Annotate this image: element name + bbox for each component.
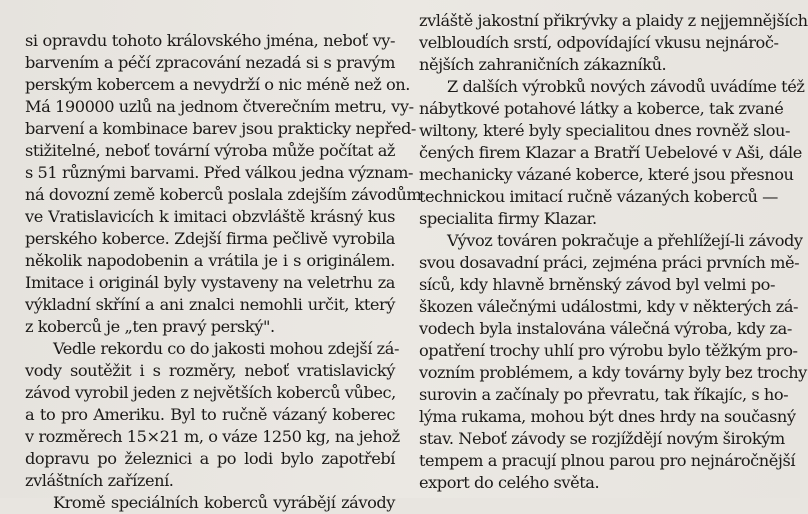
paragraph-left-3 [25,492,395,514]
paragraph-right-2 [419,76,805,230]
text-line: dopravu po železnici a po lodi bylo zapotřebí [25,449,395,468]
text-line: nábytkové potahové látky a koberce, tak zvané [419,99,784,118]
text-line: Má 190000 uzlů na jednom čtverečním metru, vy- [25,97,414,116]
text-line: čených firem Klazar a Bratří Uebelové v Aši, dále [419,143,802,162]
text-line: v rozměrech 15×21 m, o váze 1250 kg, na jehož [25,427,400,446]
text-line: export do celého světa. [419,473,600,492]
text-line: a to pro Ameriku. Byl to ručně vázaný koberec [25,405,395,424]
paragraph-right-1 [419,10,808,76]
text-line: lýma rukama, mohou být dnes hrdy na současný [419,407,796,426]
paragraph-left-2 [25,338,400,492]
text-line: zvláštních zařízení. [25,471,174,490]
text-line: svou dosavadní práci, zejména práci prvních mě- [419,253,800,272]
text-line: velbloudích srstí, odpovídající vkusu nejnároč- [419,33,779,52]
text-line: barvení a kombinace barev jsou prakticky nepřed- [25,119,416,138]
text-line: z koberců je „ten pravý perský". [25,317,275,336]
text-line: vodech byla instalována válečná výroba, kdy za- [419,319,792,338]
text-line: si opravdu tohoto královského jména, neboť vy- [25,31,395,50]
text-line: opatření trochy uhlí pro výrobu bylo těžkým pro- [419,341,798,360]
text-line: specialita firmy Klazar. [419,209,597,228]
text-line: závod vyrobil jeden z největších koberců vůbec, [25,383,396,402]
text-line: perského koberce. Zdejší firma pečlivě vyrobila [25,229,395,248]
text-line: barvením a péčí zpracování nezadá si s pravým [25,53,395,72]
text-line: několik napodobenin a vrátila je i s originálem. [25,251,395,270]
text-line: perským kobercem a nevydrží o nic méně než on. [25,75,410,94]
text-line: wiltony, které byly specialitou dnes rovněž slou- [419,121,791,140]
text-line: vozním problémem, a kdy továrny byly bez trochy [419,363,807,382]
text-line: tempem a pracují plnou parou pro nejnáročnější [419,451,796,470]
text-line: stižitelné, neboť tovární výroba může počítat až [25,141,395,160]
text-line: výkladní skříní a ani znalci nemohli určit, který [25,295,395,314]
text-line: technickou imitací ručně vázaných koberců — [419,187,778,206]
left-column [25,30,422,514]
text-line: síců, kdy hlavně brněnský závod byl velmi po- [419,275,775,294]
text-line: Z dalších výrobků nových závodů uvádíme též [447,77,805,96]
text-line: ve Vratislavicích k imitaci obzvláště krásný kus [25,207,395,226]
text-line: Vedle rekordu co do jakosti mohou zdejší zá- [53,339,399,358]
text-line: zvláště jakostní přikrývky a plaidy z nejjemnějších [419,11,808,30]
text-line: stav. Neboť závody se rozjíždějí novým širokým [419,429,785,448]
text-line: škozen válečnými událostmi, kdy v některých zá- [419,297,799,316]
text-line: s 51 různými barvami. Před válkou jedna význam- [25,163,414,182]
text-line: Kromě speciálních koberců vyrábějí závody [53,493,395,512]
text-line: mechanicky vázané koberce, které jsou přesnou [419,165,794,184]
paragraph-left-1 [25,30,422,338]
paragraph-right-3 [419,230,807,494]
text-line: nějších zahraničních zákazníků. [419,55,667,74]
text-line: ná dovozní země koberců poslala zdejším závodům [25,185,422,204]
right-column [419,10,808,494]
text-line: Vývoz továren pokračuje a přehlížejí-li závody [447,231,803,250]
text-line: Imitace i originál byly vystaveny na veletrhu za [25,273,395,292]
text-line: surovin a začínaly po převratu, tak říkajíc, s ho- [419,385,789,404]
text-line: vody soutěžit i s rozměry, neboť vratislavický [25,361,395,380]
